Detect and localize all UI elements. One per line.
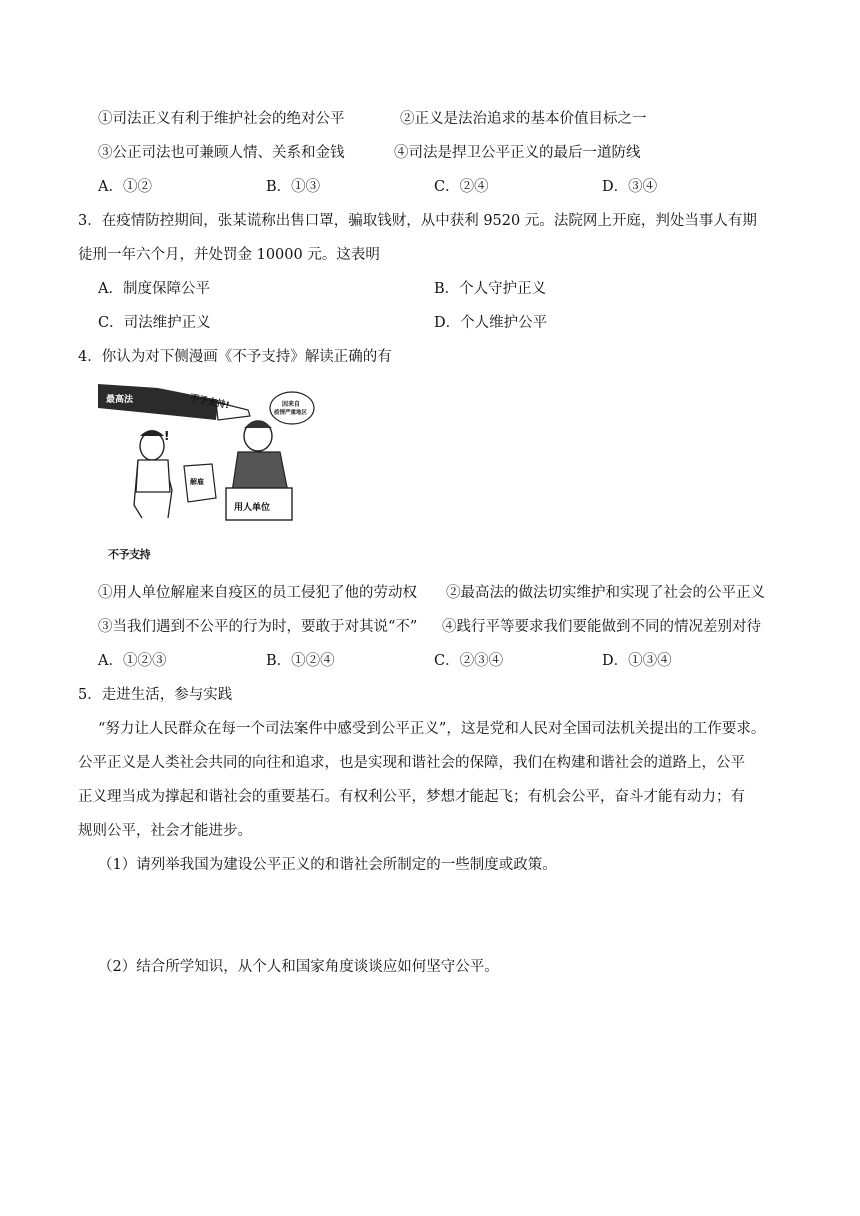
speech-label: 不予支持! xyxy=(188,393,231,412)
q4-question: 4．你认为对下侧漫画《不予支持》解读正确的有 xyxy=(78,349,392,365)
q4-statement-4: ④践行平等要求我们要能做到不同的情况差别对待 xyxy=(442,619,761,635)
q2-option-c: C．②④ xyxy=(434,179,489,195)
cartoon-image xyxy=(98,380,308,520)
q3-question-line-2: 徒刑一年六个月，并处罚金 10000 元。这表明 xyxy=(78,247,380,263)
svg-text:!: ! xyxy=(164,429,170,443)
q2-statement-2: ②正义是法治追求的基本价值目标之一 xyxy=(400,111,647,127)
q2-option-b: B．①③ xyxy=(266,179,321,195)
q4-option-b: B．①②④ xyxy=(266,653,335,669)
bubble-text-2: 疫情严重地区 xyxy=(274,410,308,416)
q5-title: 5．走进生活，参与实践 xyxy=(78,687,233,703)
q2-statement-1: ①司法正义有利于维护社会的绝对公平 xyxy=(98,111,345,127)
q3-option-a: A．制度保障公平 xyxy=(98,281,210,297)
q5-subquestion-1: （1）请列举我国为建设公平正义的和谐社会所制定的一些制度或政策。 xyxy=(98,857,557,873)
q4-option-c: C．②③④ xyxy=(434,653,504,669)
bubble-text-1: 因来自 xyxy=(282,401,301,408)
q2-option-a: A．①② xyxy=(98,179,152,195)
q2-statement-3: ③公正司法也可兼顾人情、关系和金钱 xyxy=(98,145,345,161)
q2-option-d: D．③④ xyxy=(602,179,658,195)
q4-option-d: D．①③④ xyxy=(602,653,672,669)
q4-option-a: A．①②③ xyxy=(98,653,167,669)
employee-head xyxy=(140,432,164,460)
q5-paragraph-line-4: 规则公平，社会才能进步。 xyxy=(78,823,252,839)
q5-paragraph-line-1: “努力让人民群众在每一个司法案件中感受到公平正义”，这是党和人民对全国司法机关提出的工作要求。 xyxy=(98,721,766,737)
q3-option-b: B．个人守护正义 xyxy=(434,281,547,297)
court-label: 最高法 xyxy=(106,395,134,405)
q2-statement-4: ④司法是捍卫公平正义的最后一道防线 xyxy=(394,145,641,161)
q5-paragraph-line-3: 正义理当成为撑起和谐社会的重要基石。有权利公平，梦想才能起飞；有机会公平，奋斗才能有动力；有 xyxy=(78,789,745,805)
q5-subquestion-2: （2）结合所学知识，从个人和国家角度谈谈应如何坚守公平。 xyxy=(98,959,499,975)
q4-statement-2: ②最高法的做法切实维护和实现了社会的公平正义 xyxy=(446,585,765,601)
q3-option-c: C．司法维护正义 xyxy=(98,315,211,331)
q3-question-line-1: 3．在疫情防控期间，张某谎称出售口罩，骗取钱财，从中获利 9520 元。法院网上开庭，判处当事人有期 xyxy=(78,213,757,229)
q3-option-d: D．个人维护公平 xyxy=(434,315,548,331)
q5-paragraph-line-2: 公平正义是人类社会共同的向往和追求，也是实现和谐社会的保障，我们在构建和谐社会的道路上，公平 xyxy=(78,755,745,771)
q4-statement-1: ①用人单位解雇来自疫区的员工侵犯了他的劳动权 xyxy=(98,585,417,601)
desk-label: 用人单位 xyxy=(234,503,271,513)
thought-bubble xyxy=(270,392,314,424)
q4-statement-3: ③当我们遇到不公平的行为时，要敢于对其说“不” xyxy=(98,619,418,635)
paper-label: 解雇 xyxy=(190,478,204,486)
cartoon-caption: 不予支持 xyxy=(108,548,150,561)
